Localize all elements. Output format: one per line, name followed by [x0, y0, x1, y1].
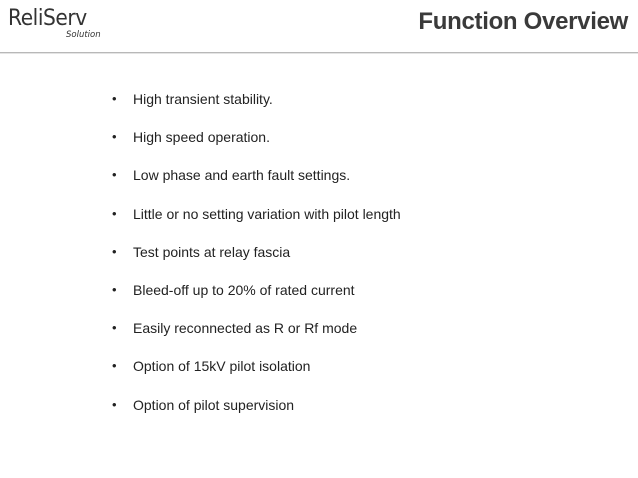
bullet-marker: •: [112, 167, 117, 183]
list-item-text: High speed operation.: [133, 129, 270, 146]
slide-title: Function Overview: [418, 8, 628, 35]
bullet-marker: •: [112, 205, 117, 221]
bullet-marker: •: [112, 320, 117, 336]
bullet-marker: •: [112, 243, 117, 259]
header-divider: [0, 52, 638, 54]
bullet-marker: •: [112, 281, 117, 297]
list-item-text: Easily reconnected as R or Rf mode: [133, 320, 358, 337]
bullet-marker: •: [112, 91, 117, 106]
logo-wordmark: ReliServ: [8, 6, 87, 31]
list-item-text: Little or no setting variation with pilot length: [133, 205, 401, 222]
list-item-text: Option of pilot supervision: [133, 396, 295, 413]
list-item-text: Test points at relay fascia: [133, 243, 291, 260]
bullet-marker: •: [112, 396, 117, 412]
logo-tagline: Solution: [66, 30, 101, 40]
list-item-text: Option of 15kV pilot isolation: [133, 358, 311, 375]
company-logo: [8, 6, 108, 44]
list-item-text: High transient stability.: [133, 91, 273, 107]
list-item-text: Bleed-off up to 20% of rated current: [133, 281, 355, 298]
list-item-text: Low phase and earth fault settings.: [133, 167, 351, 184]
bullet-marker: •: [112, 129, 117, 145]
bullet-marker: •: [112, 358, 117, 374]
